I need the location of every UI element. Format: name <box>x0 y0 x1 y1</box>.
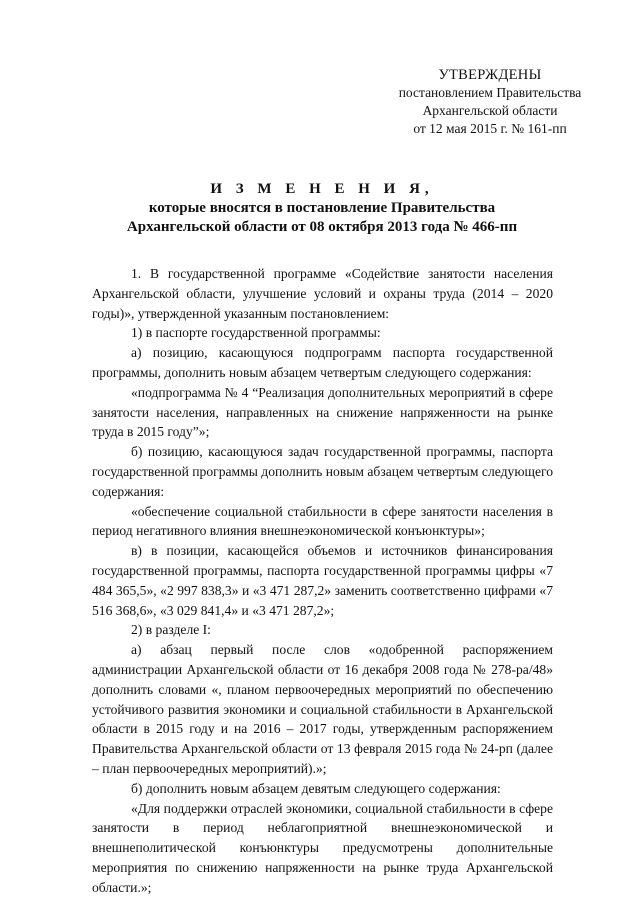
paragraph: 1. В государственной программе «Содействие занятости населения Архангельской области, улучшение условий и охраны труда (2014 – 2020 годы)», утвержденной указанным постановлением: <box>92 266 553 321</box>
approval-stamp <box>380 66 600 138</box>
paragraph: б) дополнить новым абзацем девятым следующего содержания: <box>131 780 501 796</box>
title-line-1: которые вносятся в постановление Правительства <box>148 200 496 216</box>
document-body <box>92 264 553 898</box>
paragraph: 1) в паспорте государственной программы: <box>131 325 381 341</box>
paragraph: «обеспечение социальной стабильности в сфере занятости населения в период негативного влияния внешнеэкономической конъюнктуры»; <box>92 503 553 539</box>
approval-line-2: Архангельской области <box>422 103 558 118</box>
paragraph: «Для поддержки отраслей экономики, социальной стабильности в сфере занятости в период неблагоприятной внешнеэкономической и внешнеполитической конъюнктуры предусмотрены дополнительные мероприятия по снижению напряженности на рынке труда Архангельской области.»; <box>92 800 553 895</box>
document-title <box>88 180 556 237</box>
paragraph: «подпрограмма № 4 “Реализация дополнительных мероприятий в сфере занятости населения, направленных на снижение напряженности на рынке труда в 2015 году”»; <box>92 384 553 440</box>
approval-line-3: от 12 мая 2015 г. № 161-пп <box>413 121 567 136</box>
title-line-2: Архангельской области от 08 октября 2013 года № 466-пп <box>126 219 518 235</box>
approval-line-1: постановлением Правительства <box>398 85 582 100</box>
title-heading: И З М Е Н Е Н И Я, <box>210 181 434 197</box>
approved-label: УТВЕРЖДЕНЫ <box>438 67 542 83</box>
paragraph: 2) в разделе I: <box>131 622 211 638</box>
paragraph: в) в позиции, касающейся объемов и источников финансирования государственной программы, паспорта государственной программы цифры «7 484 365,5», «2 997 838,3» и «3 471 287,2» заменить соответственно цифрами «7 516 368,6», «3 029 841,4» и «3 471 287,2»; <box>92 543 553 618</box>
paragraph: б) позицию, касающуюся задач государственной программы, паспорта государственной программы дополнить новым абзацем четвертым следующего содержания: <box>92 444 554 499</box>
paragraph: а) абзац первый после слов «одобренной распоряжением администрации Архангельской области от 16 декабря 2008 года № 278-ра/48» дополнить словами «, планом первоочередных мероприятий по обеспечению устойчивого развития экономики и социальной стабильности в Архангельской области в 2015 году и на 2016 – 2017 годы, утвержденным распоряжением Правительства Архангельской области от 13 февраля 2015 года № 24-рп (далее – план первоочередных мероприятий).»; <box>92 642 553 776</box>
paragraph: а) позицию, касающуюся подпрограмм паспорта государственной программы, дополнить новым абзацем четвертым следующего содержания: <box>92 345 553 380</box>
